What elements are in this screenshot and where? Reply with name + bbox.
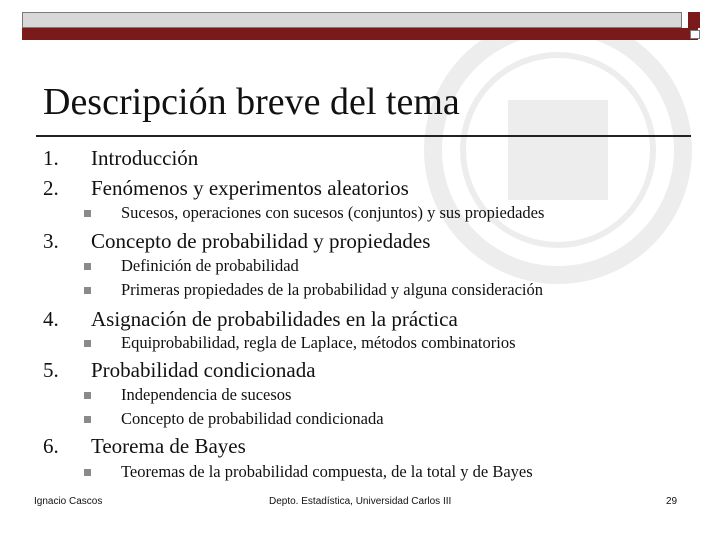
square-bullet-icon (84, 392, 91, 399)
square-bullet-icon (84, 210, 91, 217)
subitem-label: Definición de probabilidad (121, 256, 299, 275)
square-bullet-icon (84, 340, 91, 347)
subitem-label: Primeras propiedades de la probabilidad y alguna consideración (121, 280, 543, 299)
item-number: 3. (43, 229, 59, 253)
subitem-label: Independencia de sucesos (121, 385, 292, 404)
square-bullet-icon (84, 469, 91, 476)
square-bullet-icon (84, 287, 91, 294)
item-label: Concepto de probabilidad y propiedades (91, 229, 431, 253)
slide-title: Descripción breve del tema (43, 81, 460, 123)
footer-author: Ignacio Cascos (34, 496, 103, 507)
item-number: 2. (43, 176, 59, 200)
item-number: 4. (43, 307, 59, 331)
subitem-label: Concepto de probabilidad condicionada (121, 409, 384, 428)
item-number: 1. (43, 146, 59, 170)
item-label: Introducción (91, 146, 199, 170)
subitem-label: Teoremas de la probabilidad compuesta, de la total y de Bayes (121, 462, 533, 481)
item-label: Asignación de probabilidades en la práctica (91, 307, 458, 331)
item-number: 6. (43, 434, 59, 458)
footer-page-number: 29 (666, 496, 678, 507)
footer-department: Depto. Estadística, Universidad Carlos III (269, 496, 452, 507)
square-bullet-icon (84, 416, 91, 423)
item-number: 5. (43, 358, 59, 382)
subitem-label: Equiprobabilidad, regla de Laplace, métodos combinatorios (121, 333, 516, 352)
square-bullet-icon (84, 263, 91, 270)
subitem-label: Sucesos, operaciones con sucesos (conjuntos) y sus propiedades (121, 203, 545, 222)
item-label: Teorema de Bayes (91, 434, 246, 458)
item-label: Probabilidad condicionada (91, 358, 316, 382)
item-label: Fenómenos y experimentos aleatorios (91, 176, 409, 200)
